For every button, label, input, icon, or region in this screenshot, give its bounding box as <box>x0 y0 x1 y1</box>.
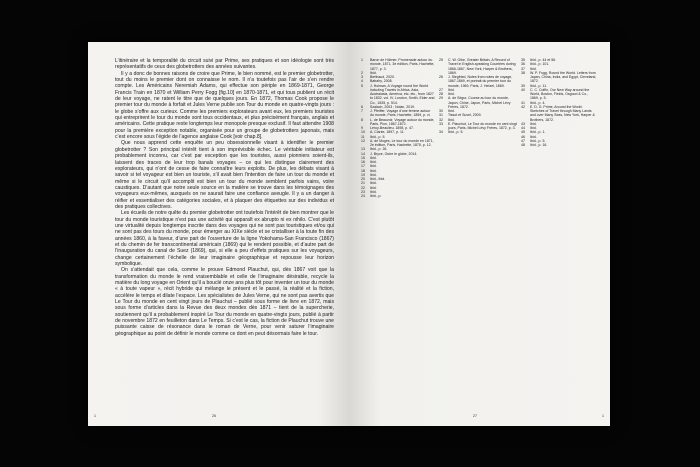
page-number: 27 <box>473 414 477 418</box>
endnote-text: Ibid. <box>448 92 455 96</box>
endnote-text: Ibid., p. 16. <box>530 143 548 147</box>
endnote-text: Ibid., Ibid. <box>370 177 386 181</box>
endnote-number: 4 <box>361 79 363 84</box>
endnote-number: 41 <box>521 100 525 105</box>
endnote <box>361 139 435 148</box>
page-number: 26 <box>212 414 216 418</box>
endnote-text: A. Clarke, 1897, p. 11. <box>370 130 405 135</box>
endnote-number: 6 <box>361 104 363 109</box>
endnote-text: Baron de Hübner, Promenade autour du monde, 1871, 3e édition, Paris, Hachette, 1877, p. 3. <box>370 58 435 71</box>
endnote-text: Ibid., p. 4. <box>530 100 546 105</box>
endnote-number: 23 <box>361 189 365 194</box>
endnote-number: 17 <box>361 164 365 169</box>
endnote-text: J. Pfeiffer, Voyage d’une femme autour du monde, Paris, Hachette, 1859, p. vi. <box>370 109 431 118</box>
endnote-text: Ibid., p. 5. <box>448 130 464 135</box>
endnote-text: Ibid. <box>370 181 377 186</box>
endnote-text: Ibid., p. 11. <box>530 83 548 88</box>
endnote-text: Tissot et Suvel, 2009. <box>448 113 482 118</box>
endnote-number: 12 <box>361 138 365 143</box>
endnote <box>439 96 517 109</box>
endnote-text: W. P. Fogg, Round the World. Letters from Japan, China, India, and Egypt, Cleveland, 1872. <box>530 70 597 84</box>
endnote <box>361 109 435 118</box>
endnote <box>361 118 435 127</box>
endnote-number: 15 <box>361 155 365 160</box>
endnote-number: 5 <box>361 83 363 88</box>
endnote-text: A. de Ségur, Course au tour du monde, Japon, Chine, Japon, Paris, Michel Lévy Frères, 1872. <box>448 96 511 109</box>
endnote-number: 48 <box>521 143 525 147</box>
endnote-number: 20 <box>361 177 365 181</box>
endnote <box>521 105 597 122</box>
endnote-number: 29 <box>439 96 443 101</box>
endnote <box>521 88 597 101</box>
endnote-number: 36 <box>521 62 525 67</box>
endnote <box>361 194 435 198</box>
endnote-text: Ibid. <box>370 189 377 194</box>
endnote-text: Ibid. <box>448 87 455 92</box>
endnote-text: Ibid. <box>448 109 455 113</box>
endnote-number: 28 <box>439 92 443 96</box>
paragraph: Il y a donc de bonnes raisons de croire que Prime, le bien nommé, est le premier globetrotter, tout du moins le premier dont on connaisse le nom. Il n’a toutefois pas l’air de s’en rendre compte. Les Américains Neremiah Adams, qui effectue son périple en 1869-1871, George Francis Train en 1870 et William Perry Fogg [fig.10] en 1870-1871, et qui tous publient un récit de leur voyage, ne ratent le titre que de quelques jours. En 1872, Thomas Cook propose le premier tour du monde à forfait et Jules Verne publie son Tour du monde en quatre-vingts jours : le globe s’offre aux curieux. Comme les premiers explorateurs avant eux, les premiers touristes qui entreprirent le tour du monde sont tous occidentaux, et plus précisément français, anglais et américains. Cette pratique reste longtemps leur monopole presque exclusif. Il faut attendre 1908 pour la première exception notable, organisée pour un groupe de globetrotters japonais, mais c’est encore sous l’égide de l’agence anglaise Cook [voir chap.8]. <box>115 70 334 141</box>
open-book-spread <box>88 42 610 426</box>
endnote-text: Ibid. <box>370 155 377 160</box>
outer-folio: 1 <box>602 414 604 418</box>
endnote-text: Ibid., p. 1. <box>530 130 546 135</box>
endnote-text: Ibid. <box>448 117 455 122</box>
endnote-text: J. Siegfried, Notes from notes de voyage, 1867-1869, et portrait du premier tour du monde, 1969, Paris, J. Hetzel, 1869. <box>448 75 513 88</box>
endnote <box>521 143 597 147</box>
endnote-number: 40 <box>521 87 525 92</box>
endnote-text: J. Holman, A Voyage round the World including Travels in Africa, Asia, Australasia, America, etc. etc., from 1827 to 1832, vol. IV, London, Smith, Elder and Co., 1835, p. 514. <box>370 83 435 105</box>
endnote-text: Ibid., p. 44 et 56. <box>530 58 557 62</box>
endnotes-column <box>439 58 517 135</box>
endnote-text: Ibid., p. 5. <box>530 138 546 143</box>
endnote-number: 13 <box>361 147 365 152</box>
endnote-number: 19 <box>361 172 365 177</box>
endnote <box>361 84 435 105</box>
endnote-number: 34 <box>439 130 443 135</box>
endnote-number: 1 <box>361 58 363 62</box>
endnote-number: 39 <box>521 83 525 88</box>
endnote-number: 8 <box>361 117 363 122</box>
endnote-number: 30 <box>439 109 443 113</box>
endnote-text: Leroy-Beaulieu, 1898, p. 47. <box>370 126 414 130</box>
endnote-number: 47 <box>521 138 525 143</box>
endnote-number: 25 <box>439 58 443 62</box>
endnote-text: C. W. Gibe, Greater Britain. A Record of Travel in English-speaking Countries during 1866-1867, New York, Harper & Brothers, 1869. <box>448 58 516 75</box>
endnotes-column <box>361 58 435 198</box>
endnote <box>361 58 435 71</box>
paragraph: Que nous apprend cette enquête un peu obsessionnelle visant à identifier le premier globetrotter ? Son principal intérêt tient à son imprévisible échec. Le véritable initiateur est probablement inconnu, car c’est par exception que les touristes, aussi pionniers soient-ils, laissent des traces de leur trop banals voyages – ce qui les distingue clairement des explorateurs, qui n’ont de cesse de faire connaître leurs exploits. De plus, les débats visant à savoir si tel voyageur est bien un touriste, s’il avait bien l’intention de faire un tour du monde et même si le circuit qu’il accomplit est bien un tour du monde semblent parfois vains, voire caustiques. D’autant que notre seule source en la matière se trouve dans les témoignages des voyageurs eux-mêmes, auxquels on ne saurait faire une confiance aveugle. Il y a un danger à réifier et essentialiser des catégories sociales, et à plaquer des étiquettes sur des individus et des pratiques collectives. <box>115 140 334 210</box>
endnote <box>439 58 517 75</box>
paragraph: On s’attendait que cela, comme le prouve Edmond Plauchut, qui, dès 1867 voit que la transformation du monde le rend vraisemblable et celle de l’imaginaire désirable, recycle la matière du long voyage en Orient qu’il a bouclé onze ans plus tôt pour inventer un tour du monde « à toute vapeur », récit hybride qui mélange le présent et le passé, la réalité et la fiction, accélère le temps et dilate l’espace. Les spécialistes de Jules Verne, qui ne sont pas avertis que Le Tour du monde en cent vingt jours de Plauchut – publié sous forme de livre en 1872, mais sous forme d’articles dans la Revue des deux mondes dès 1871 – tient de la supercherie, soutiennent qu’il a probablement inspiré Le Tour du monde en quatre-vingts jours, publié à partir de novembre 1872 en feuilleton dans Le Temps. Si c’est le cas, la fiction de Plauchut trouve une puissante caisse de résonance dans le roman de Verne, pour venir saturer l’imaginaire géographique au point de définir le monde comme ce dont en peut désormais faire le tour. <box>115 267 334 337</box>
endnotes-column <box>521 58 597 147</box>
paragraph: L’itinéraire et la temporalité du circuit suivi par Prime, ses pratiques et son idéologie sont très représentatifs de ceux des globetrotters des années suivantes. <box>115 58 334 71</box>
endnote-number: 31 <box>439 113 443 118</box>
endnote-number: 18 <box>361 168 365 173</box>
endnote-number: 24 <box>361 194 365 198</box>
endnote-number: 35 <box>521 58 525 62</box>
endnote-text: Ibid. <box>530 66 537 71</box>
endnote-text: Ibid. <box>530 126 537 130</box>
endnote-text: C. C. Coffin, Our New Way around the World, Boston, Fields, Osgood & Co., 1869, p. 5. <box>530 87 590 101</box>
paragraph: Les écueils de notre quête du premier globetrotter ont toutefois l’intérêt de bien montrer que le tour du monde touristique n’est pas une activité qui apparaît ex abrupto ni ex nihilo. C’est plutôt une virtualité depuis longtemps inscrite dans des voyages qui ne sont pas touristiques et/ou qui ne sont pas des tours du monde, pour émerger au XIXe siècle et se cristalliser à la toute fin des années 1860, à la faveur, d’une part de l’ouverture de la ligne Yokohama-San Francisco (1867) et du chemin de fer transcontinental américain (1869) qui le rendent possible, et d’autre part de l’inauguration du canal de Suez (1869), qui, si elle a peu d’effets pratiques sur les voyageurs, change certainement l’échelle de leur imaginaire géographique et repousse leur horizon symbolique. <box>115 210 334 267</box>
endnote-number: 3 <box>361 75 363 79</box>
endnote-text: Szalach, 2003 ; Nolan, 2019. <box>370 104 415 109</box>
endnote <box>439 122 517 131</box>
endnote-number: 38 <box>521 70 525 75</box>
endnote-number: 7 <box>361 109 363 113</box>
endnote-number: 42 <box>521 104 525 109</box>
endnote-text: Berthaud, 2020. <box>370 75 395 79</box>
endnote-number: 37 <box>521 66 525 71</box>
endnote-text: Ibid. <box>370 70 377 75</box>
left-page <box>88 42 349 426</box>
endnote-number: 44 <box>521 126 525 130</box>
endnote-text: Ibid. <box>370 160 377 164</box>
endnote-text: Ibid., p. 26. <box>370 147 388 152</box>
main-text <box>115 58 334 337</box>
endnote-text: Ibid. <box>370 164 377 169</box>
endnote-number: 26 <box>439 75 443 79</box>
endnote-text: Ibid. <box>530 134 537 139</box>
endnote-text: Ibid. <box>370 168 377 173</box>
endnote-text: E. Plauchut, Le Tour du monde en cent vingt jours, Paris, Michel Lévy Frères, 1872, p. 3. <box>448 121 517 130</box>
endnote-text: J. Bryce, Outre le globe, 2014. <box>370 151 418 156</box>
endnote-number: 45 <box>521 130 525 135</box>
endnote-text: A. de Moges, Le tour du monde en 1871, 2e édition, Paris, Hachette, 1875, p. 12. <box>370 138 434 147</box>
endnote-text: Ibid., p. 101. <box>530 62 550 67</box>
endnote-text: Ibid. <box>370 185 377 190</box>
endnote-number: 27 <box>439 87 443 92</box>
endnote-number: 33 <box>439 121 443 126</box>
endnote-text: Ibid. <box>370 172 377 177</box>
endnote-number: 11 <box>361 134 365 139</box>
endnote-text: Ibid. <box>530 121 537 126</box>
endnote-text: Ibid., p. <box>370 194 382 198</box>
endnote-number: 46 <box>521 134 525 139</box>
endnote-number: 32 <box>439 117 443 122</box>
endnote-number: 21 <box>361 181 365 186</box>
endnote-number: 43 <box>521 121 525 126</box>
endnote-number: 14 <box>361 151 365 156</box>
right-page <box>349 42 610 426</box>
endnote <box>439 130 517 134</box>
endnote-number: 16 <box>361 160 365 164</box>
endnote <box>439 75 517 88</box>
endnote-number: 9 <box>361 126 363 130</box>
endnote-text: L. de Beauvoir, Voyage autour du monde, Paris, Plon, 1867-1872. <box>370 117 435 126</box>
endnote-text: Ibid., p. 5. <box>370 134 386 139</box>
endnote-number: 10 <box>361 130 365 135</box>
outer-folio: 1 <box>94 414 96 418</box>
endnote-number: 22 <box>361 185 365 190</box>
endnote-text: E. D. G. Prime, Around the World: Sketches of Travel through Many Lands and over Many Seas, New York, Harper & Brothers, 1872. <box>530 104 595 122</box>
endnote-number: 2 <box>361 70 363 75</box>
endnote-text: Babaïry, 2008. <box>370 79 393 84</box>
endnote <box>521 71 597 84</box>
